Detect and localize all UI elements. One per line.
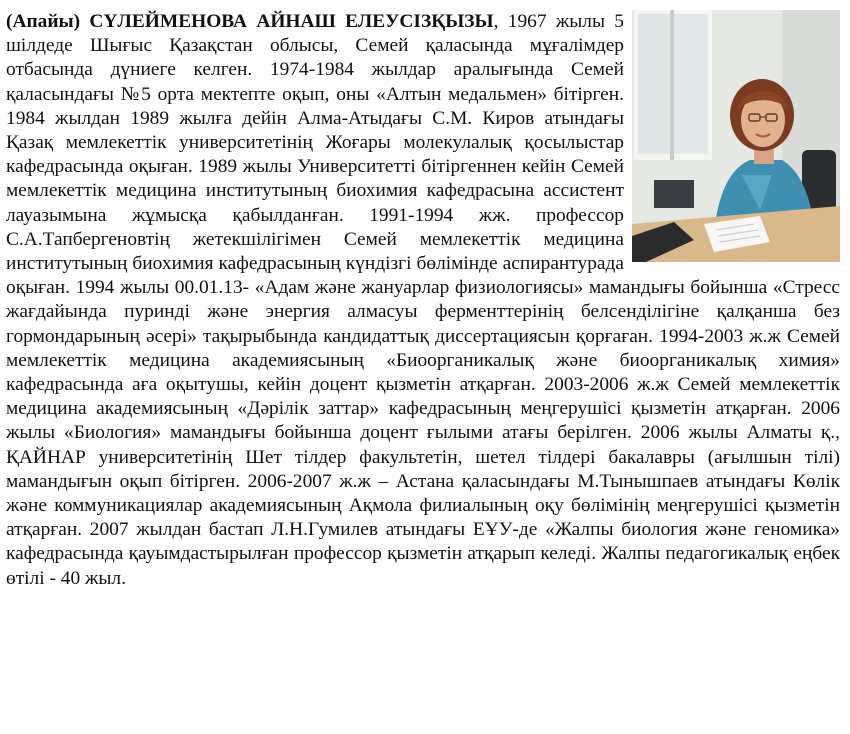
biography-paragraph [6,10,840,591]
portrait-photo-icon [632,10,840,262]
person-name: (Апайы) СҮЛЕЙМЕНОВА АЙНАШ ЕЛЕУСІЗҚЫЗЫ [6,11,494,32]
biography-text: , 1967 жылы 5 шілдеде Шығыс Қазақстан облысы, Семей қаласында мұғалімдер отбасында дүниеге келген. 1974-1984 жылдар аралығында Семей қаласындағы №5 орта мектепте оқып, оны «Алтын медальмен» бітірген. 1984 жылдан 1989 жылға дейін Алма-Атыдағы С.М. Киров атындағы Қазақ мемлекеттік университетінің Жоғары молекулалық қосылыстар кафедрасында оқыған. 1989 жылы Университетті бітіргеннен кейін Семей мемлекеттік медицина институтының биохимия кафедрасына ассистент лауазымына жұмысқа қабылданған. 1991-1994 жж. профессор С.А.Тапбергеновтің жетекшілігімен Семей мемлекеттік медицина институтының биохимия кафедрасының күндізгі бөлімінде аспирантурада оқыған. 1994 жылы 00.01.13- «Адам және жануарлар физиологиясы» мамандығы бойынша «Стресс жағдайында пуринді және энергия алмасуы ферменттерінің белсенділігіне қалқанша без гормондарының әсері» тақырыбында кандидаттық диссертациясын қорғаған. 1994-2003 ж.ж Семей мемлекеттік медицина академиясының «Биоорганикалық және биоорганикалық химия» кафедрасында аға оқытушы, кейін доцент қызметін атқарған. 2003-2006 ж.ж Семей мемлекеттік медицина академиясының «Дәрілік заттар» кафедрасының меңгерушісі қызметін атқарған. 2006 жылы «Биология» мамандығы бойынша доцент ғылыми атағы берілген. 2006 жылы Алматы қ., ҚАЙНАР университетінің Шет тілдер факультетін, шетел тілдері бакалавры (ағылшын тілі) мамандығын оқып бітірген. 2006-2007 ж.ж – Астана қаласындағы М.Тынышпаев атындағы Көлік және коммуникациялар академиясының Ақмола филиалының оқу бөлімінің меңгерушісі қызметін атқарған. 2007 жылдан бастап Л.Н.Гумилев атындағы ЕҰУ-де «Жалпы биология және геномика» кафедрасында қауымдастырылған профессор қызметін атқарып келеді. Жалпы педагогикалық еңбек өтілі - 40 жыл. [6,11,840,589]
portrait-photo [632,10,840,262]
